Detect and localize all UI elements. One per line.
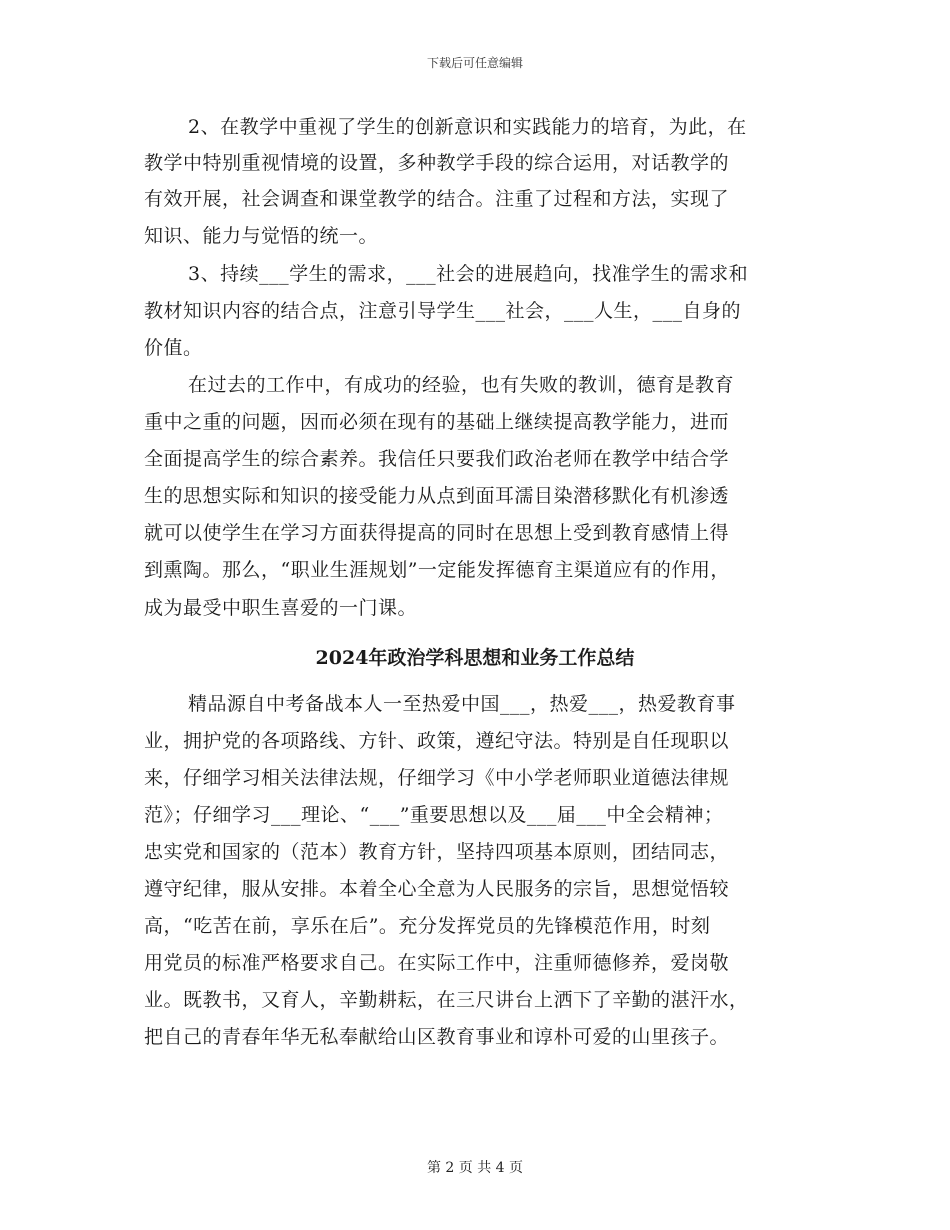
paragraph-3-line-3: 全面提高学生的综合素养。我信任只要我们政治老师在教学中结合学 [144, 448, 730, 470]
paragraph-3-line-2: 重中之重的问题，因而必须在现有的基础上继续提高教学能力，进而 [144, 411, 730, 433]
paragraph-3-line-6: 到熏陶。那么，“职业生涯规划”一定能发挥德育主渠道应有的作用， [144, 559, 730, 581]
paragraph-2-line-1: 3、持续___学生的需求，___社会的进展趋向，找准学生的需求和 [188, 263, 749, 285]
paragraph-4-line-1: 精品源自中考备战本人一至热爱中国___，热爱___，热爱教育事 [188, 693, 736, 715]
paragraph-4-line-7: 高，“吃苦在前，享乐在后”。充分发挥党员的先锋模范作用，时刻 [144, 915, 711, 937]
paragraph-4-line-5: 忠实党和国家的（范本）教育方针，坚持四项基本原则，团结同志， [144, 841, 730, 863]
paragraph-4-line-9: 业。既教书，又育人，辛勤耕耘，在三尺讲台上洒下了辛勤的湛汗水， [144, 989, 749, 1011]
paragraph-4-line-10: 把自己的青春年华无私奉献给山区教育事业和谆朴可爱的山里孩子。 [144, 1026, 730, 1048]
header-note: 下载后可任意编辑 [426, 56, 523, 70]
paragraph-1-line-2: 教学中特别重视情境的设置，多种教学手段的综合运用，对话教学的 [144, 152, 730, 174]
paragraph-4-line-4: 范》；仔细学习___理论、“___”重要思想以及___届___中全会精神； [144, 804, 724, 826]
paragraph-4-line-3: 来，仔细学习相关法律法规，仔细学习《中小学老师职业道德法律规 [144, 767, 730, 789]
paragraph-1-line-4: 知识、能力与觉悟的统一。 [144, 225, 379, 247]
paragraph-3-line-4: 生的思想实际和知识的接受能力从点到面耳濡目染潜移默化有机渗透 [144, 485, 730, 507]
paragraph-1-line-3: 有效开展，社会调查和课堂教学的结合。注重了过程和方法，实现了 [144, 188, 730, 210]
paragraph-3-line-7: 成为最受中职生喜爱的一门课。 [144, 597, 418, 619]
paragraph-3-line-5: 就可以使学生在学习方面获得提高的同时在思想上受到教育感情上得 [144, 522, 730, 544]
paragraph-2-line-3: 价值。 [144, 337, 203, 359]
paragraph-4-line-2: 业，拥护党的各项路线、方针、政策，遵纪守法。特别是自任现职以 [144, 730, 730, 752]
page-footer: 第 2 页 共 4 页 [426, 1160, 524, 1176]
paragraph-4-line-8: 用党员的标准严格要求自己。在实际工作中，注重师德修养，爱岗敬 [144, 952, 730, 974]
paragraph-3-line-1: 在过去的工作中，有成功的经验，也有失败的教训，德育是教育 [188, 374, 735, 396]
section-title: 2024年政治学科思想和业务工作总结 [315, 647, 635, 669]
paragraph-4-line-6: 遵守纪律，服从安排。本着全心全意为人民服务的宗旨，思想觉悟较 [144, 878, 730, 900]
paragraph-2-line-2: 教材知识内容的结合点，注意引导学生___社会，___人生，___自身的 [144, 300, 742, 322]
paragraph-1-line-1: 2、在教学中重视了学生的创新意识和实践能力的培育，为此，在 [188, 116, 747, 138]
